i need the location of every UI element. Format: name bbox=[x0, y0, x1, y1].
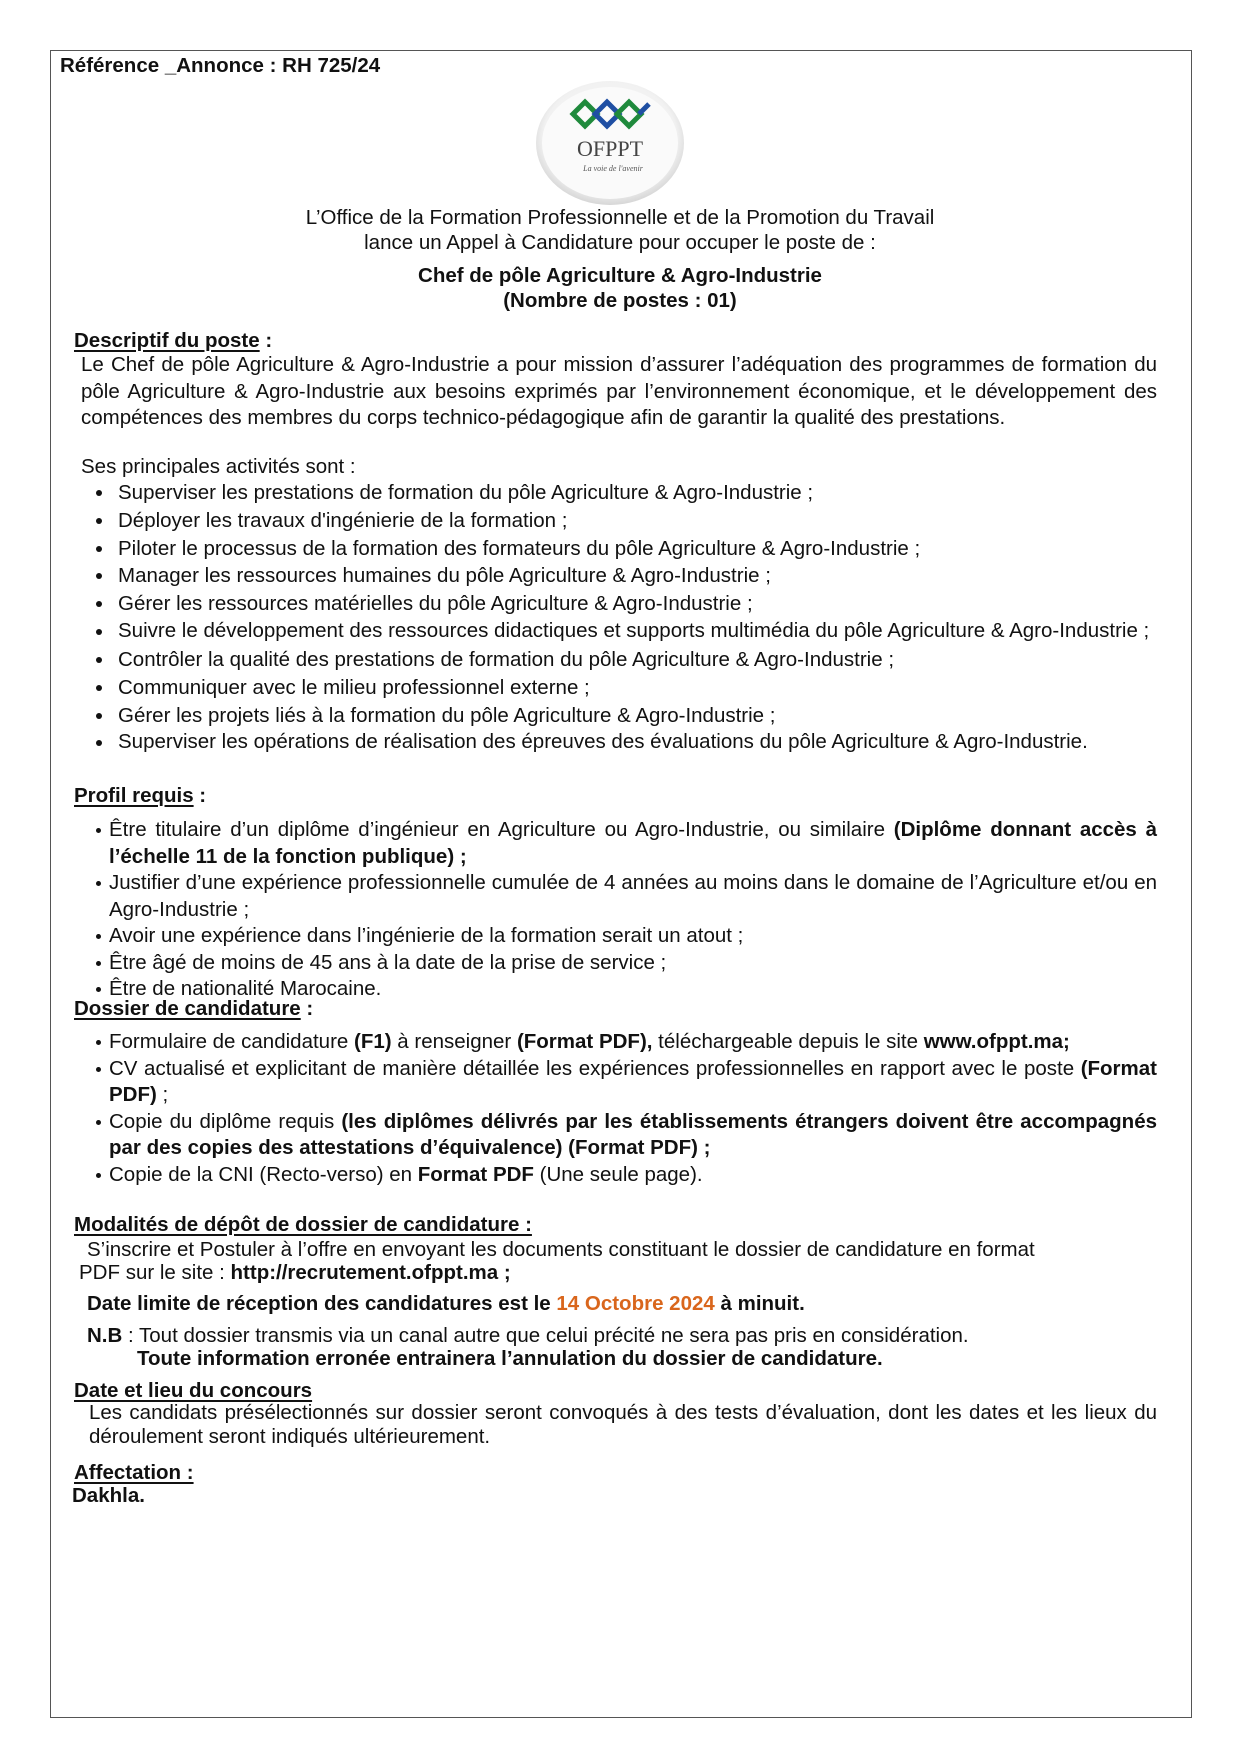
list-item: Formulaire de candidature (F1) à renseigner (Format PDF), téléchargeable depuis le site www.ofppt.ma; bbox=[94, 1029, 1157, 1056]
list-item: Superviser les prestations de formation du pôle Agriculture & Agro-Industrie ; bbox=[82, 479, 1157, 507]
list-item: Être âgé de moins de 45 ans à la date de la prise de service ; bbox=[94, 950, 1157, 977]
list-item: Manager les ressources humaines du pôle Agriculture & Agro-Industrie ; bbox=[82, 562, 1157, 590]
list-item: Être de nationalité Marocaine. bbox=[94, 976, 1157, 1003]
modalites-heading: Modalités de dépôt de dossier de candidature : bbox=[74, 1213, 532, 1236]
intro-line-2: lance un Appel à Candidature pour occuper le poste de : bbox=[364, 231, 876, 254]
activities-list bbox=[82, 479, 1157, 757]
dossier-heading: Dossier de candidature : bbox=[74, 997, 314, 1020]
list-item: Être titulaire d’un diplôme d’ingénieur en Agriculture ou Agro-Industrie, ou similaire (Diplôme donnant accès à l’échelle 11 de la fonction publique) ; bbox=[94, 817, 1157, 870]
reference-number: Référence _Annonce : RH 725/24 bbox=[60, 54, 381, 77]
intro-line-1: L’Office de la Formation Professionnelle et de la Promotion du Travail bbox=[305, 206, 935, 229]
profil-list bbox=[94, 817, 1157, 1003]
list-item: Justifier d’une expérience professionnelle cumulée de 4 années au moins dans le domaine de l’Agriculture et/ou en Agro-Industrie ; bbox=[94, 870, 1157, 923]
modalites-text-2: PDF sur le site : http://recrutement.ofppt.ma ; bbox=[79, 1261, 511, 1284]
deadline-date: 14 Octobre 2024 bbox=[556, 1292, 715, 1315]
list-item: Copie de la CNI (Recto-verso) en Format PDF (Une seule page). bbox=[94, 1162, 1157, 1189]
nb-warning: Toute information erronée entrainera l’annulation du dossier de candidature. bbox=[137, 1347, 883, 1370]
concours-text: Les candidats présélectionnés sur dossier seront convoqués à des tests d’évaluation, dont les dates et les lieux du déroulement seront indiqués ultérieurement. bbox=[89, 1401, 1157, 1448]
concours-heading: Date et lieu du concours bbox=[74, 1379, 313, 1402]
ofppt-logo bbox=[533, 78, 687, 208]
deadline: Date limite de réception des candidatures est le 14 Octobre 2024 à minuit. bbox=[87, 1292, 805, 1315]
list-item: Communiquer avec le milieu professionnel externe ; bbox=[82, 674, 1157, 702]
affectation-heading: Affectation : bbox=[74, 1461, 194, 1484]
profil-heading: Profil requis : bbox=[74, 784, 207, 807]
list-item: Suivre le développement des ressources didactiques et supports multimédia du pôle Agriculture & Agro-Industrie ; bbox=[82, 618, 1157, 646]
list-item: Gérer les ressources matérielles du pôle Agriculture & Agro-Industrie ; bbox=[82, 590, 1157, 618]
dossier-list bbox=[94, 1029, 1157, 1188]
post-title: Chef de pôle Agriculture & Agro-Industrie bbox=[418, 264, 822, 287]
list-item: Gérer les projets liés à la formation du pôle Agriculture & Agro-Industrie ; bbox=[82, 702, 1157, 730]
list-item: Contrôler la qualité des prestations de formation du pôle Agriculture & Agro-Industrie ; bbox=[82, 646, 1157, 674]
modalites-text-1: S’inscrire et Postuler à l’offre en envoyant les documents constituant le dossier de candidature en format bbox=[87, 1238, 1035, 1261]
list-item: CV actualisé et explicitant de manière détaillée les expériences professionnelles en rapport avec le poste (Format PDF) ; bbox=[94, 1056, 1157, 1109]
list-item: Superviser les opérations de réalisation des épreuves des évaluations du pôle Agriculture & Agro-Industrie. bbox=[82, 729, 1157, 757]
svg-text:OFPPT: OFPPT bbox=[576, 136, 644, 161]
recrutement-link[interactable]: http://recrutement.ofppt.ma ; bbox=[230, 1261, 511, 1284]
descriptif-heading: Descriptif du poste : bbox=[74, 329, 273, 352]
list-item: Avoir une expérience dans l’ingénierie de la formation serait un atout ; bbox=[94, 923, 1157, 950]
activities-intro: Ses principales activités sont : bbox=[81, 455, 356, 478]
ofppt-website-link[interactable]: www.ofppt.ma; bbox=[923, 1030, 1070, 1053]
list-item: Copie du diplôme requis (les diplômes délivrés par les établissements étrangers doivent être accompagnés par des copies des attestations d’équivalence) (Format PDF) ; bbox=[94, 1109, 1157, 1162]
affectation-city: Dakhla. bbox=[72, 1484, 145, 1507]
list-item: Piloter le processus de la formation des formateurs du pôle Agriculture & Agro-Industrie ; bbox=[82, 535, 1157, 563]
svg-text:La voie de l'avenir: La voie de l'avenir bbox=[583, 164, 643, 173]
nb-note: N.B : Tout dossier transmis via un canal autre que celui précité ne sera pas pris en considération. bbox=[87, 1324, 969, 1347]
post-count: (Nombre de postes : 01) bbox=[503, 289, 737, 312]
descriptif-text: Le Chef de pôle Agriculture & Agro-Industrie a pour mission d’assurer l’adéquation des programmes de formation du pôle Agriculture & Agro-Industrie aux besoins exprimés par l’environnement économique, et le développement des compétences des membres du corps technico-pédagogique afin de garantir la qualité des prestations. bbox=[81, 353, 1157, 429]
list-item: Déployer les travaux d'ingénierie de la formation ; bbox=[82, 507, 1157, 535]
